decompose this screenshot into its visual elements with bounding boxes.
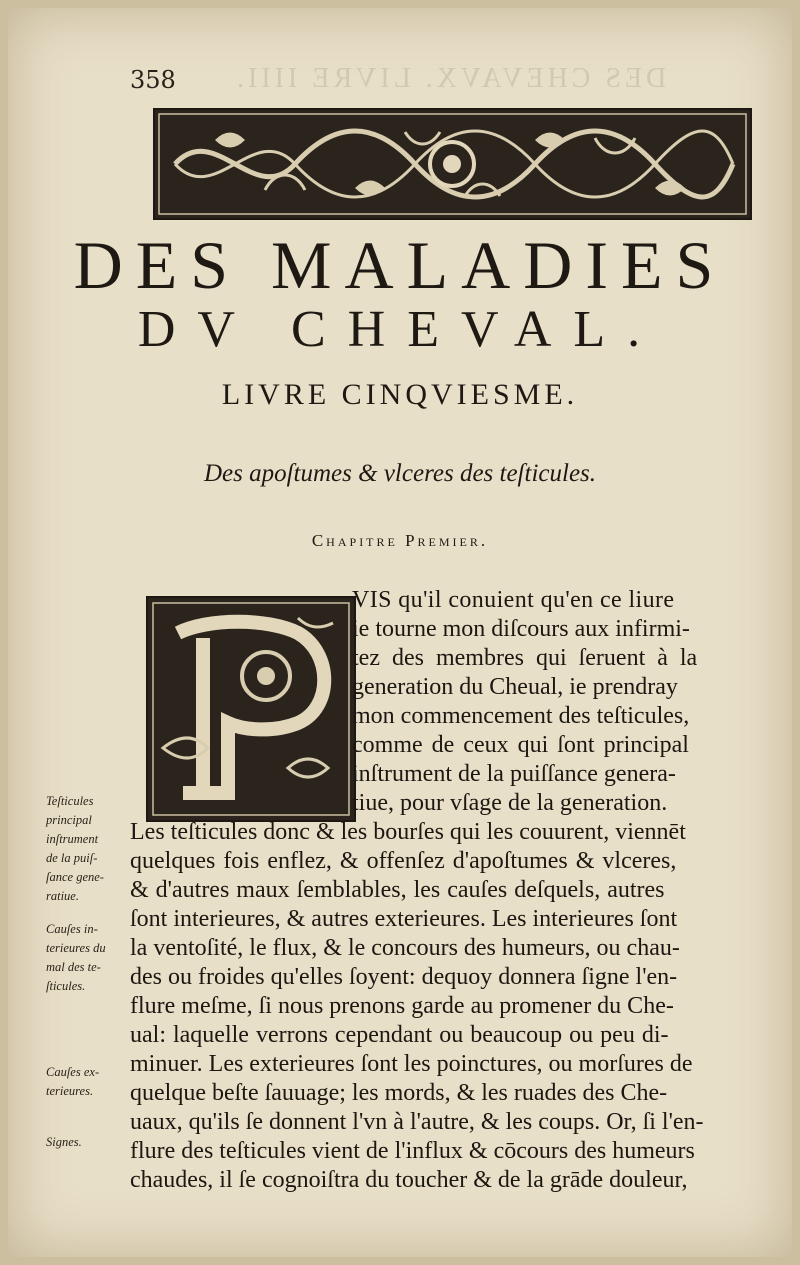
- margin-note-line: inſtrument: [46, 832, 99, 846]
- margin-note-line: Teſticules: [46, 794, 94, 808]
- margin-note-line: ratiue.: [46, 889, 79, 903]
- margin-note-line: Cauſes in-: [46, 922, 98, 936]
- book-page: [8, 8, 792, 1257]
- body-line: Les teſticules donc & les bourſes qui les couurent, viennēt: [130, 819, 686, 845]
- margin-note: [46, 792, 138, 906]
- decorated-initial-p: [146, 596, 356, 822]
- body-line: ie tourne mon diſcours aux infirmi-: [352, 616, 690, 642]
- body-line: la ventoſité, le flux, & le concours des humeurs, ou chau-: [130, 935, 680, 961]
- book-number-heading: LIVRE CINQVIESME.: [221, 378, 579, 411]
- margin-note-line: Cauſes ex-: [46, 1065, 100, 1079]
- body-line: generation du Cheual, ie prendray: [352, 674, 678, 700]
- margin-note-line: Signes.: [46, 1135, 82, 1149]
- body-line: ſont interieures, & autres exterieures. Les interieures ſont: [130, 906, 678, 932]
- main-title-line2: DV CHEVAL.: [137, 301, 663, 358]
- margin-note: [46, 1063, 138, 1101]
- body-line: ual: laquelle verrons cependant ou beaucoup ou peu di-: [130, 1022, 669, 1048]
- margin-note-line: terieures.: [46, 1084, 94, 1098]
- margin-note-line: mal des te-: [46, 960, 101, 974]
- margin-note: [46, 1133, 138, 1152]
- chapter-subtitle: Des apoſtumes & vlceres des teſticules.: [203, 460, 597, 487]
- body-line: quelque beſte ſauuage; les mords, & les ruades des Che-: [130, 1080, 668, 1106]
- body-line: VIS qu'il conuient qu'en ce liure: [352, 587, 675, 613]
- body-line: comme de ceux qui ſont principal: [352, 732, 689, 758]
- margin-note-line: terieures du: [46, 941, 106, 955]
- margin-note-line: ſticules.: [46, 979, 86, 993]
- body-line: uaux, qu'ils ſe donnent l'vn à l'autre, & les coups. Or, ſi l'en-: [130, 1109, 704, 1135]
- margin-note-line: principal: [46, 813, 92, 827]
- body-line: & d'autres maux ſemblables, les cauſes deſquels, autres: [130, 877, 665, 903]
- margin-note-line: de la puiſ-: [46, 851, 98, 865]
- body-line: des ou froides qu'elles ſoyent: dequoy donnera ſigne l'en-: [130, 964, 678, 990]
- main-title: DES MALADIES: [73, 227, 727, 303]
- body-line: minuer. Les exterieures ſont les poinctures, ou morſures de: [130, 1051, 693, 1077]
- margin-note: [46, 920, 138, 996]
- chapter-heading: Chapitre Premier.: [311, 531, 489, 550]
- decorative-headpiece: [153, 108, 752, 220]
- running-head-bleed: DES CHEVAVX. LIVRE IIII.: [233, 63, 667, 94]
- body-line: chaudes, il ſe cognoiſtra du toucher & de la grāde douleur,: [130, 1167, 688, 1193]
- body-line: flure meſme, ſi nous prenons garde au promener du Che-: [130, 993, 674, 1019]
- body-line: tez des membres qui ſeruent à la: [352, 645, 698, 671]
- page-number: 358: [130, 66, 176, 94]
- body-line: flure des teſticules vient de l'influx & cōcours des humeurs: [130, 1138, 695, 1164]
- body-line: mon commencement des teſticules,: [352, 703, 690, 729]
- body-line: quelques fois enflez, & offenſez d'apoſtumes & vlceres,: [130, 848, 677, 874]
- body-line: tiue, pour vſage de la generation.: [352, 790, 668, 816]
- margin-note-line: ſance gene-: [46, 870, 104, 884]
- body-line: inſtrument de la puiſſance genera-: [352, 761, 676, 787]
